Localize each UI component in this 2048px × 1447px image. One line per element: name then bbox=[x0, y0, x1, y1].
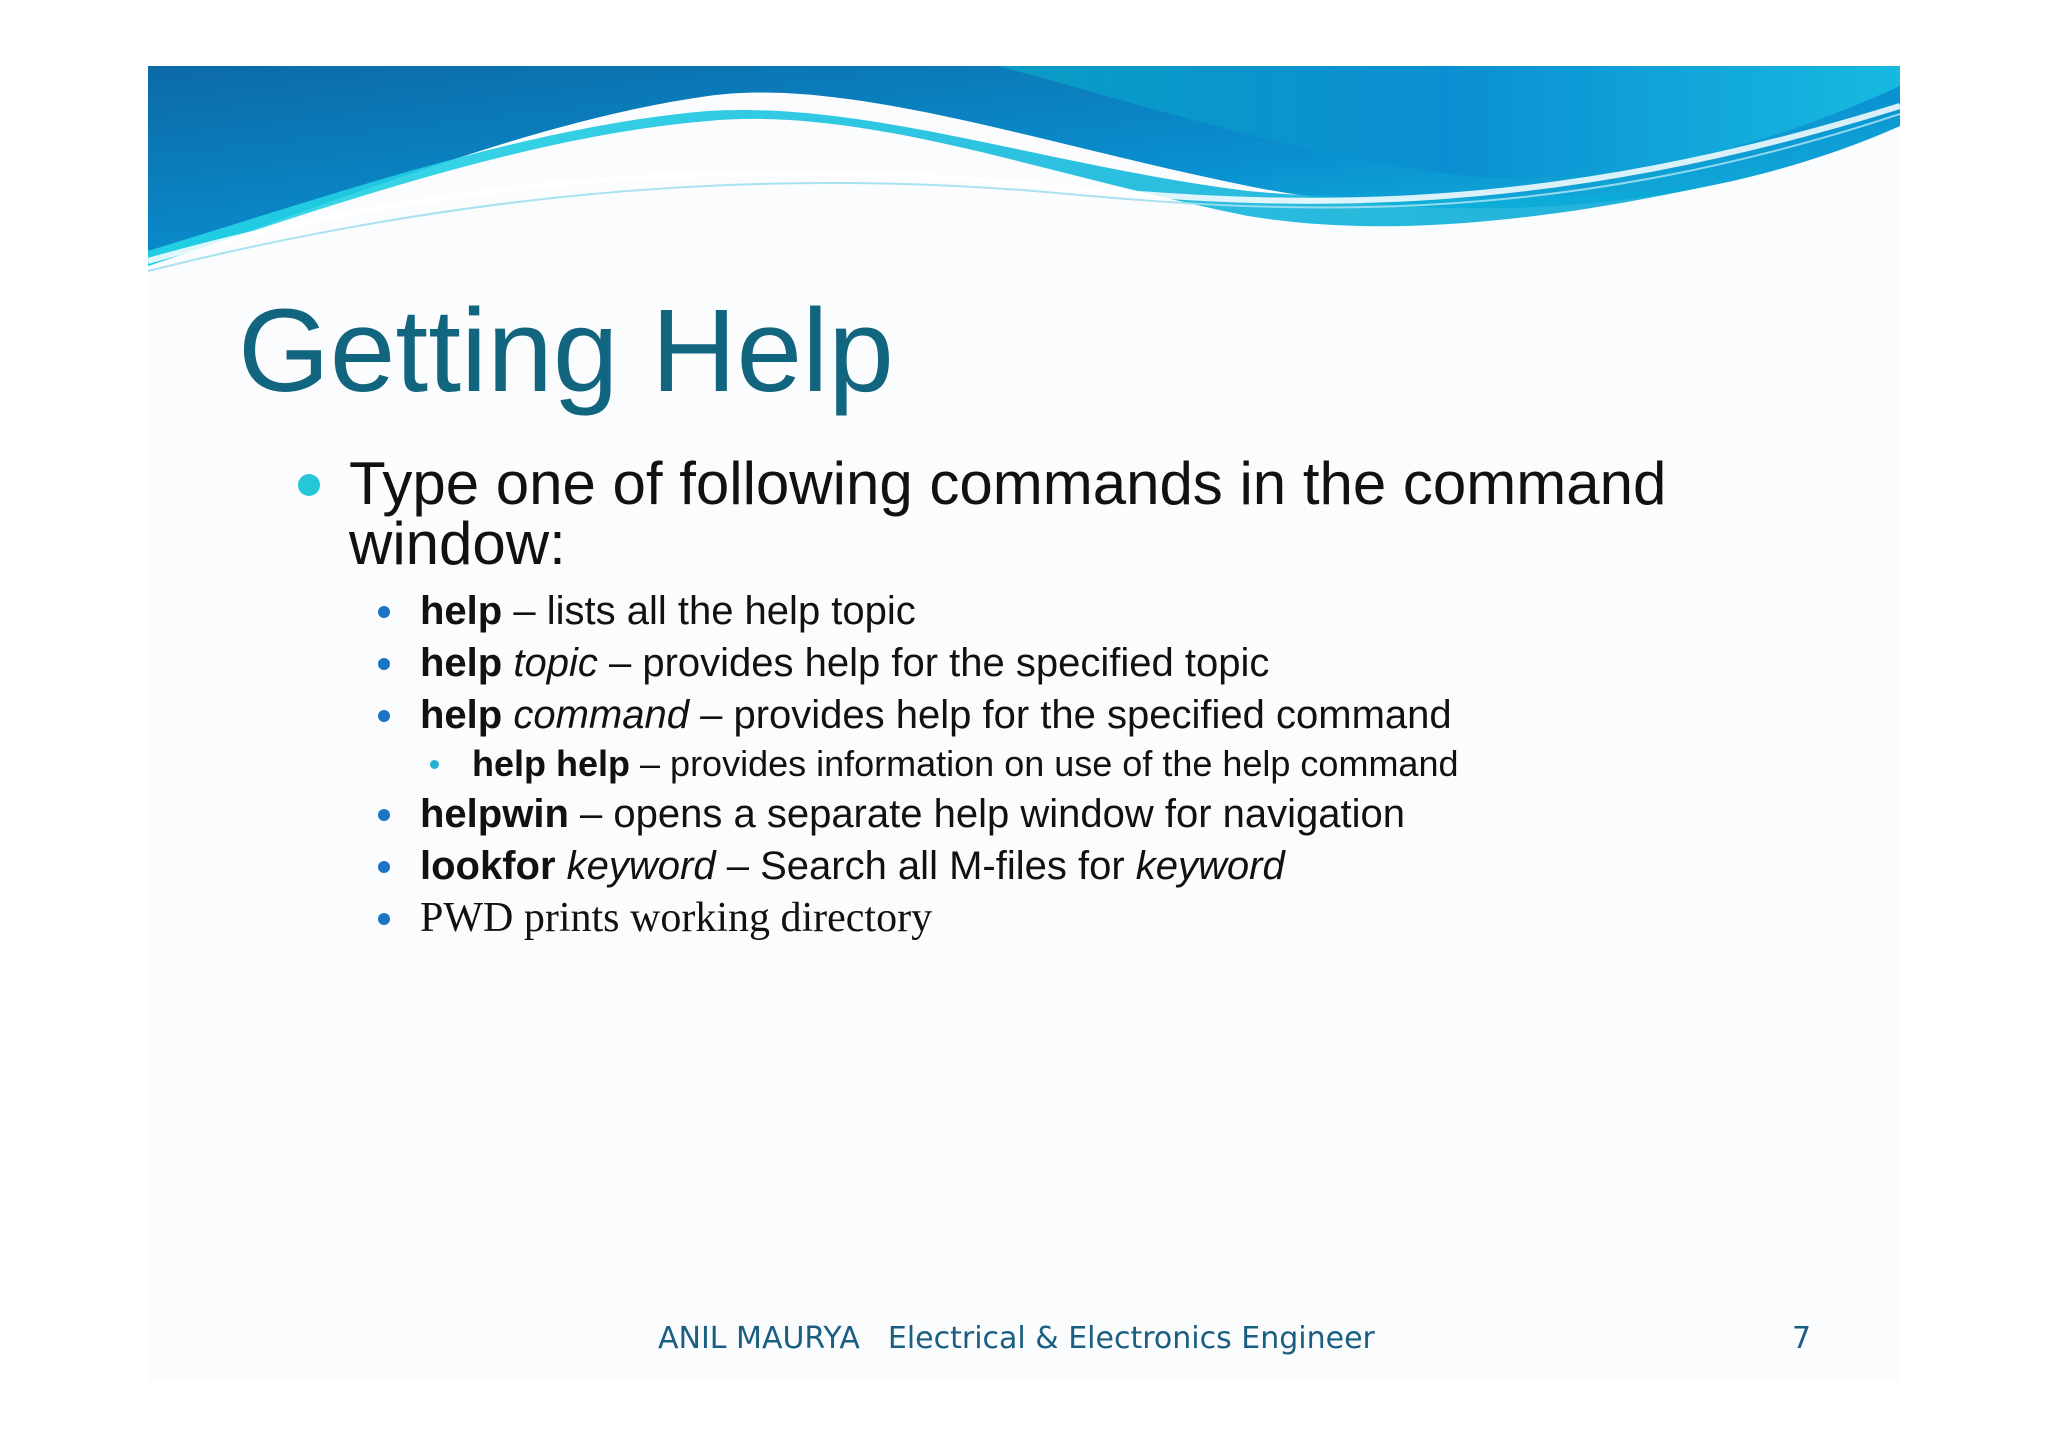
bullet-icon bbox=[378, 913, 390, 925]
bullet-icon bbox=[378, 809, 390, 821]
header-wave-banner bbox=[148, 66, 1900, 276]
command-description: – provides help for the specified topic bbox=[597, 641, 1270, 685]
command-name: help help bbox=[472, 743, 631, 784]
main-bullet bbox=[298, 450, 1798, 577]
bullet-icon bbox=[378, 861, 390, 873]
command-name: helpwin bbox=[420, 792, 569, 836]
list-item-text: PWD prints working directory bbox=[420, 895, 933, 941]
command-description: – lists all the help topic bbox=[502, 589, 916, 633]
bullet-icon bbox=[378, 606, 390, 618]
command-description: – Search all M-files for bbox=[715, 844, 1136, 888]
list-item bbox=[430, 742, 1459, 786]
main-bullet-text: Type one of following commands in the command window: bbox=[349, 450, 1667, 577]
command-name: help bbox=[420, 693, 503, 737]
footer bbox=[658, 1321, 1375, 1356]
bullet-icon bbox=[378, 710, 390, 722]
list-item bbox=[378, 587, 916, 635]
command-description-keyword: keyword bbox=[1135, 844, 1285, 888]
command-description: – provides help for the specified command bbox=[688, 693, 1452, 737]
command-argument: command bbox=[502, 693, 689, 737]
list-item bbox=[378, 691, 1452, 739]
command-argument: keyword bbox=[555, 844, 716, 888]
list-item bbox=[378, 790, 1405, 838]
list-item bbox=[378, 639, 1269, 687]
slide bbox=[148, 66, 1900, 1382]
slide-title: Getting Help bbox=[238, 285, 894, 417]
command-name: lookfor bbox=[420, 844, 556, 888]
footer-author: ANIL MAURYA bbox=[658, 1321, 860, 1356]
page-number: 7 bbox=[1792, 1321, 1812, 1356]
list-item bbox=[378, 894, 932, 942]
command-description: – opens a separate help window for navigation bbox=[568, 792, 1406, 836]
bullet-icon bbox=[298, 474, 320, 496]
bullet-icon bbox=[378, 658, 390, 670]
command-name: help bbox=[420, 641, 503, 685]
command-argument: topic bbox=[502, 641, 598, 685]
command-name: help bbox=[420, 589, 503, 633]
bullet-icon bbox=[430, 760, 439, 769]
list-item bbox=[378, 842, 1285, 890]
footer-role: Electrical & Electronics Engineer bbox=[887, 1321, 1375, 1356]
command-description: – provides information on use of the help command bbox=[630, 743, 1459, 784]
